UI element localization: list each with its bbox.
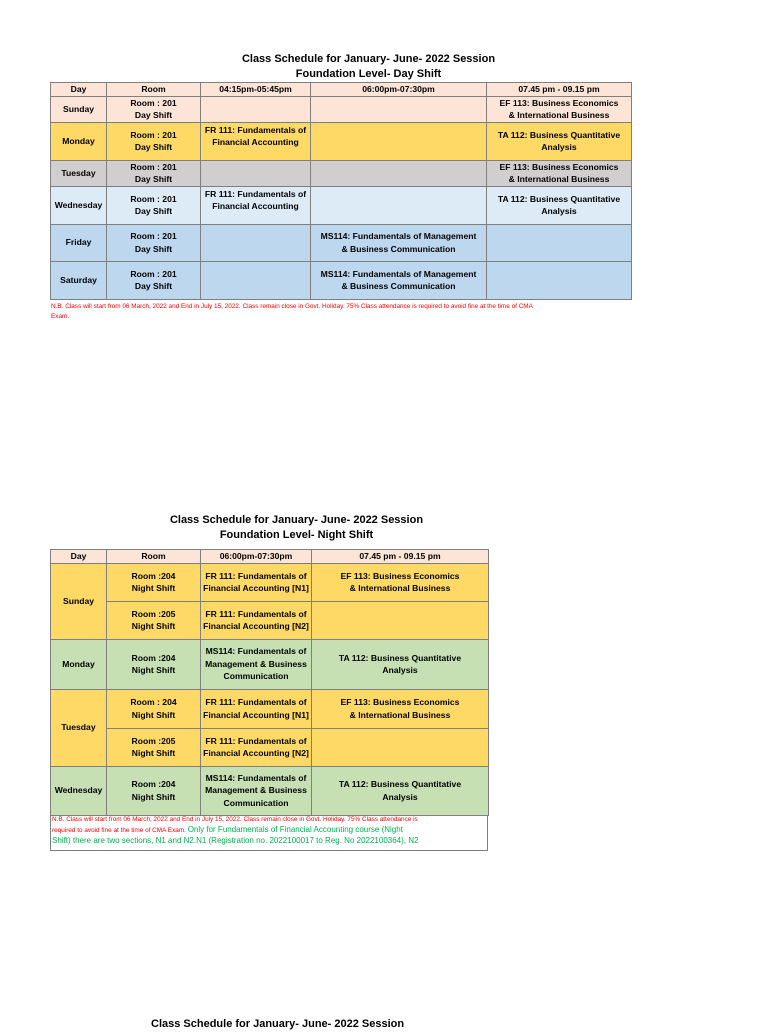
slot-cell — [487, 96, 632, 122]
shift-label: Day Shift — [134, 243, 173, 254]
room-number: Room : 201 — [130, 268, 177, 279]
day-cell: Tuesday — [51, 160, 107, 186]
course-line: Analysis — [382, 665, 418, 675]
slot-cell — [311, 186, 487, 224]
header-slot-2: 06:00pm-07:30pm — [311, 83, 487, 97]
header-room: Room — [107, 550, 201, 564]
room-number: Room :204 — [131, 652, 176, 663]
course-line: TA 112: Business Quantitative — [338, 652, 462, 663]
room-cell — [107, 639, 201, 689]
day-cell: Monday — [51, 639, 107, 689]
note-red-part: required to avoid fine at the time of CMA Exam. — [52, 826, 186, 834]
room-cell — [107, 728, 201, 766]
slot-cell — [312, 639, 489, 689]
course-line: EF 113: Business Economics — [340, 570, 460, 581]
night-shift-title-line2: Foundation Level- Night Shift — [219, 529, 374, 541]
room-number: Room : 201 — [130, 129, 177, 140]
slot-cell — [201, 160, 311, 186]
day-cell: Wednesday — [51, 186, 107, 224]
course-line: EF 113: Business Economics — [499, 161, 619, 172]
table-row — [51, 122, 632, 160]
course-line: MS114: Fundamentals of Management — [320, 268, 477, 279]
table-row — [51, 96, 632, 122]
shift-label: Day Shift — [134, 110, 173, 120]
room-number: Room :204 — [131, 570, 176, 581]
course-line: TA 112: Business Quantitative — [497, 193, 621, 204]
shift-label: Day Shift — [134, 142, 173, 152]
slot-cell — [312, 689, 489, 728]
slot-cell — [201, 186, 311, 224]
room-number: Room : 204 — [130, 697, 177, 707]
course-line: & International Business — [349, 583, 451, 593]
course-line: Financial Accounting [N2] — [203, 621, 309, 631]
note-line-mixed — [52, 825, 486, 836]
slot-cell — [201, 96, 311, 122]
header-slot-3: 07.45 pm - 09.15 pm — [487, 83, 632, 97]
room-cell — [107, 601, 201, 639]
table-row — [51, 639, 489, 689]
room-number: Room :204 — [131, 779, 176, 789]
course-line: TA 112: Business Quantitative — [338, 779, 462, 789]
night-shift-note — [50, 815, 488, 851]
shift-label: Night Shift — [131, 791, 176, 802]
course-line: Communication — [223, 671, 289, 682]
slot-cell — [311, 160, 487, 186]
room-number: Room : 201 — [130, 97, 177, 108]
day-cell: Sunday — [51, 563, 107, 639]
slot-cell — [311, 224, 487, 261]
room-cell — [107, 160, 201, 186]
day-cell: Sunday — [51, 96, 107, 122]
slot-cell — [311, 261, 487, 299]
room-cell — [107, 689, 201, 728]
header-slot-2: 07.45 pm - 09.15 pm — [312, 550, 489, 564]
shift-label: Day Shift — [134, 174, 173, 184]
room-cell — [107, 96, 201, 122]
day-cell: Wednesday — [51, 766, 107, 815]
course-line: & International Business — [508, 174, 610, 184]
header-room: Room — [107, 83, 201, 97]
slot-cell — [311, 96, 487, 122]
third-shift-title: Class Schedule for January- June- 2022 Session — [151, 1018, 405, 1030]
shift-label: Night Shift — [131, 665, 176, 675]
day-shift-title — [200, 52, 537, 82]
slot-cell — [487, 122, 632, 160]
course-line: FR 111: Fundamentals of — [205, 570, 307, 581]
header-slot-1: 04:15pm-05:45pm — [201, 83, 311, 97]
slot-cell — [487, 160, 632, 186]
slot-cell — [201, 224, 311, 261]
room-cell — [107, 224, 201, 261]
slot-cell — [201, 766, 312, 815]
day-cell: Monday — [51, 122, 107, 160]
header-day: Day — [51, 83, 107, 97]
day-cell: Saturday — [51, 261, 107, 299]
slot-cell — [201, 261, 311, 299]
course-line: Analysis — [382, 791, 418, 802]
note-green-part: Only for Fundamentals of Financial Accounting course (Night — [187, 824, 403, 834]
room-number: Room : 201 — [130, 193, 177, 204]
course-line: TA 112: Business Quantitative — [497, 129, 621, 140]
course-line: FR 111: Fundamentals of — [204, 188, 307, 199]
slot-cell — [201, 601, 312, 639]
room-cell — [107, 563, 201, 601]
room-cell — [107, 186, 201, 224]
course-line: MS114: Fundamentals of — [205, 772, 307, 783]
day-shift-table — [50, 82, 632, 300]
course-line: MS114: Fundamentals of — [205, 646, 307, 657]
day-shift-title-line1: Class Schedule for January- June- 2022 Session — [241, 53, 496, 65]
course-line: Financial Accounting — [212, 201, 299, 211]
table-row — [51, 601, 489, 639]
note-line: N.B. Class will start from 06 March, 2022 and End in July 15, 2022. Class remain close in Govt. Holiday. 75% Class attendance is required to avoid fine at the time of CMA — [51, 303, 533, 310]
table-header-row — [51, 550, 489, 564]
header-slot-1: 06:00pm-07:30pm — [201, 550, 312, 564]
room-cell — [107, 122, 201, 160]
course-line: EF 113: Business Economics — [499, 97, 619, 108]
course-line: MS114: Fundamentals of Management — [320, 231, 477, 241]
slot-cell — [311, 122, 487, 160]
table-header-row — [51, 83, 632, 97]
slot-cell — [201, 122, 311, 160]
day-cell: Tuesday — [51, 689, 107, 766]
day-shift-note — [51, 302, 636, 321]
room-number: Room : 201 — [130, 161, 177, 172]
table-row — [51, 224, 632, 261]
slot-cell — [201, 728, 312, 766]
course-line: Management & Business — [205, 658, 307, 669]
course-line: Financial Accounting [N1] — [203, 709, 309, 720]
course-line: & International Business — [349, 709, 451, 720]
course-line: Financial Accounting — [212, 137, 299, 147]
room-number: Room :205 — [131, 608, 176, 619]
room-cell — [107, 766, 201, 815]
shift-label: Night Shift — [131, 621, 176, 631]
course-line: & International Business — [508, 110, 610, 120]
night-shift-title — [128, 513, 465, 543]
course-line: & Business Communication — [341, 281, 456, 291]
slot-cell — [487, 261, 632, 299]
course-line: Financial Accounting [N2] — [203, 748, 309, 758]
day-cell: Friday — [51, 224, 107, 261]
table-row — [51, 728, 489, 766]
course-line: Financial Accounting [N1] — [203, 583, 309, 593]
note-green-line: Shift) there are two sections, N1 and N2.N1 (Registration no. 2022100017 to Reg. No 2022100364), N2 — [52, 836, 419, 845]
slot-cell — [312, 766, 489, 815]
course-line: Analysis — [541, 206, 577, 216]
shift-label: Night Shift — [131, 748, 176, 758]
table-row — [51, 563, 489, 601]
course-line: Management & Business — [205, 785, 307, 796]
course-line: FR 111: Fundamentals of — [204, 124, 307, 135]
header-day: Day — [51, 550, 107, 564]
course-line: FR 111: Fundamentals of — [205, 697, 307, 707]
course-line: FR 111: Fundamentals of — [205, 608, 307, 619]
shift-label: Day Shift — [134, 281, 173, 291]
day-shift-title-line2: Foundation Level- Day Shift — [295, 68, 442, 80]
table-row — [51, 261, 632, 299]
course-line: Communication — [223, 797, 289, 808]
night-shift-table — [50, 549, 489, 816]
course-line: & Business Communication — [341, 243, 456, 254]
shift-label: Night Shift — [131, 709, 176, 720]
table-row — [51, 186, 632, 224]
slot-cell — [201, 639, 312, 689]
slot-cell — [201, 563, 312, 601]
slot-cell — [487, 224, 632, 261]
shift-label: Night Shift — [131, 583, 176, 593]
slot-cell — [312, 563, 489, 601]
course-line: FR 111: Fundamentals of — [205, 735, 307, 746]
shift-label: Day Shift — [134, 206, 173, 216]
night-shift-title-line1: Class Schedule for January- June- 2022 Session — [169, 514, 424, 526]
room-cell — [107, 261, 201, 299]
table-row — [51, 766, 489, 815]
room-number: Room :205 — [131, 735, 176, 746]
course-line: Analysis — [541, 142, 577, 152]
table-row — [51, 689, 489, 728]
note-line: N.B. Class will start from 06 March, 2022 and End in July 15, 2022. Class remain close in Govt. Holiday. 75% Class attendance is — [52, 816, 418, 823]
room-number: Room : 201 — [130, 231, 177, 241]
slot-cell — [312, 601, 489, 639]
slot-cell — [487, 186, 632, 224]
table-row — [51, 160, 632, 186]
course-line: EF 113: Business Economics — [340, 697, 460, 707]
slot-cell — [201, 689, 312, 728]
note-line: Exam. — [51, 312, 70, 320]
slot-cell — [312, 728, 489, 766]
